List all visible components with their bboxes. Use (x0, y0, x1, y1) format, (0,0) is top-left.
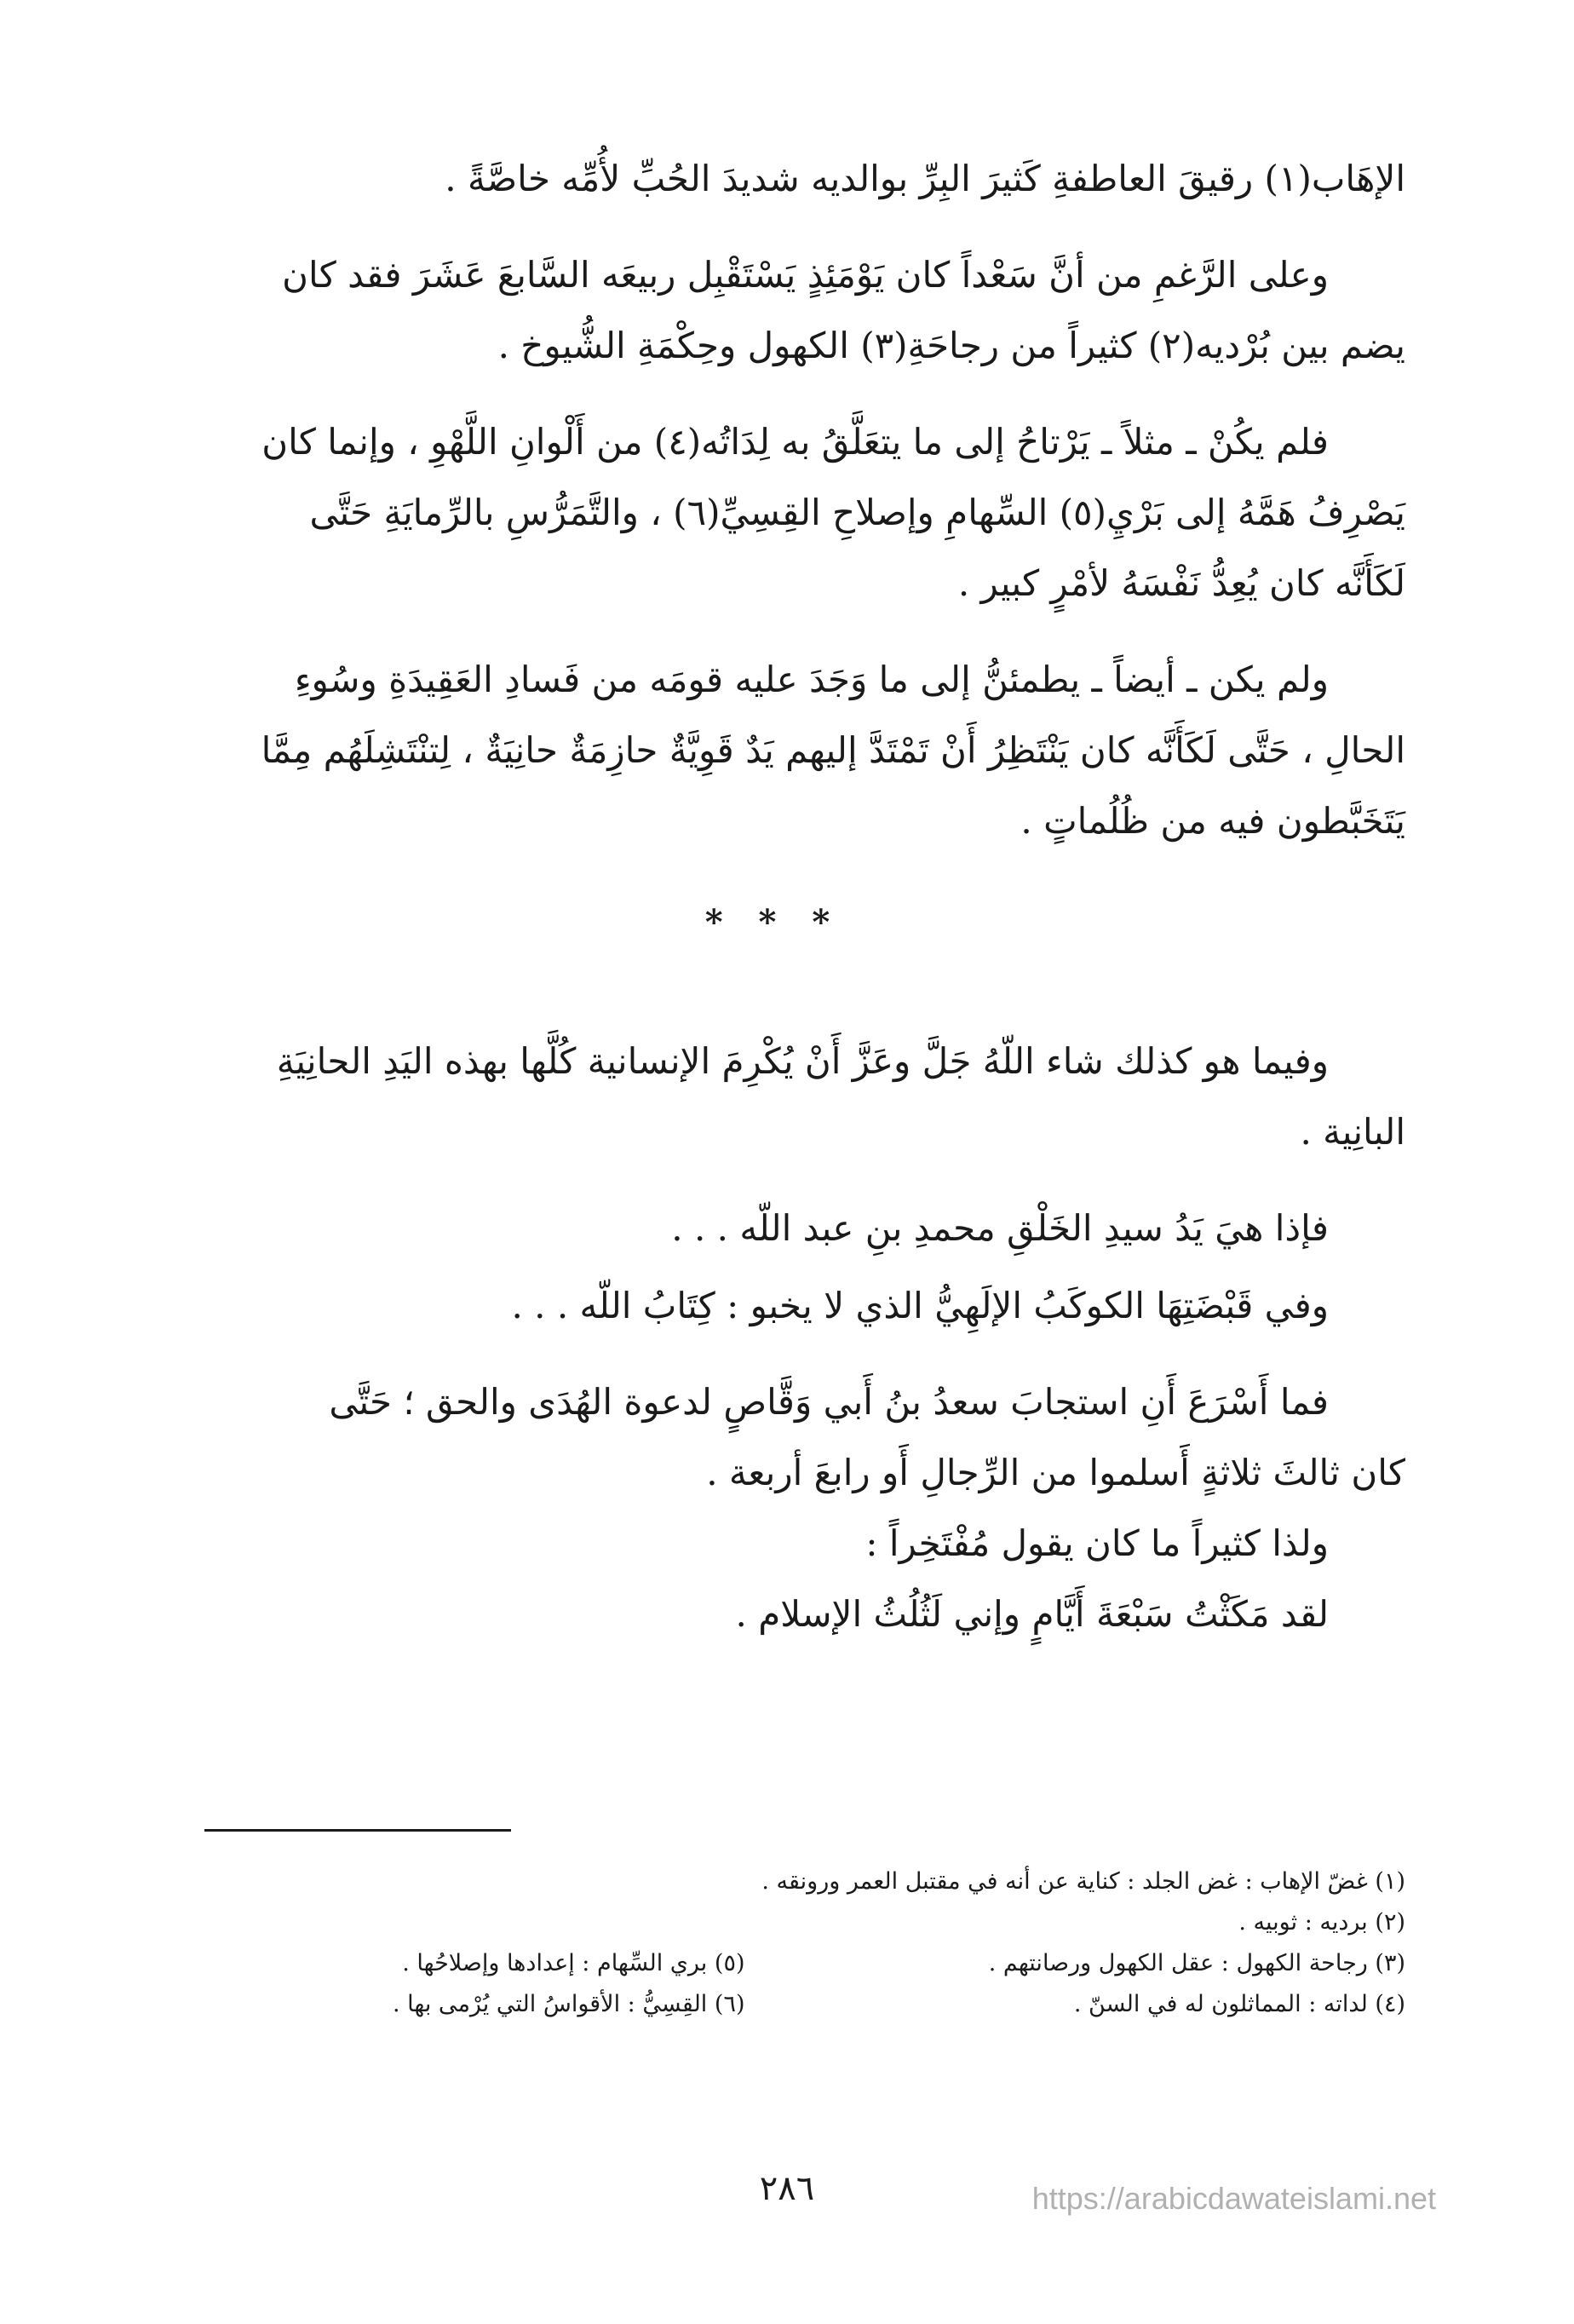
footnote-6: (٦) القِسِيُّ : الأقواسُ التي يُرْمى بها . (393, 1991, 745, 2017)
text-line: يضم بين بُرْديه(٢) كثيراً من رجاحَةِ(٣) الكهول وحِكْمَةِ الشُّيوخ . (497, 325, 1405, 366)
footnote-row (204, 1861, 1405, 1902)
text-line: فلم يكُنْ ـ مثلاً ـ يَرْتاحُ إلى ما يتعَلَّقُ به لِدَاتُه(٤) من أَلْوانِ اللَّهْوِ ، وإنما كان (261, 421, 1329, 463)
paragraph-1 (141, 143, 1405, 214)
verse-block (141, 1193, 1405, 1341)
verse-line: وفي قَبْضَتِهَا الكوكَبُ الإلَهِيُّ الذي لا يخبو : كِتَابُ اللّه . . . (511, 1285, 1329, 1326)
footnote-divider (204, 1829, 511, 1832)
text-line: ولذا كثيراً ما كان يقول مُفْتَخِراً : (865, 1522, 1329, 1564)
text-line: كان ثالثَ ثلاثةٍ أَسلموا من الرِّجالِ أَو رابعَ أربعة . (706, 1452, 1405, 1493)
verse-line: فإذا هيَ يَدُ سيدِ الخَلْقِ محمدِ بنِ عبد اللّه . . . (671, 1207, 1329, 1249)
footnote-row (204, 1943, 1405, 1984)
footnote-4: (٤) لداته : المماثلون له في السنّ . (1073, 1991, 1405, 2017)
footnotes (204, 1861, 1405, 2025)
text-line: يَصْرِفُ هَمَّهُ إلى بَرْيِ(٥) السِّهامِ وإصلاحِ القِسِيِّ(٦) ، والتَّمَرُّسِ بالرِّمايَةِ حَتَّى (309, 492, 1405, 533)
page-number: ٢٨٦ (759, 2169, 815, 2208)
footnote-row (204, 1902, 1405, 1943)
text-line: لقد مَكَثْتُ سَبْعَةَ أَيَّامٍ وإني لَثُلُثُ الإسلام . (735, 1593, 1329, 1635)
text-line: ولم يكن ـ أيضاً ـ يطمئنُّ إلى ما وَجَدَ عليه قومَه من فَسادِ العَقِيدَةِ وسُوءِ (294, 659, 1329, 700)
footnote-2: (٢) برديه : ثوبيه . (1238, 1909, 1405, 1936)
text-line: الإهَاب(١) رقيقَ العاطفةِ كَثيرَ البِرِّ بوالديه شديدَ الحُبِّ لأُمِّه خاصَّةً . (445, 158, 1405, 199)
section-separator: * * * (704, 902, 842, 942)
footnote-1: (١) غضّ الإهاب : غض الجلد : كناية عن أنه في مقتبل العمر ورونقه . (761, 1868, 1405, 1895)
text-line: الحالِ ، حَتَّى لَكَأَنَّه كان يَنْتَظِرُ أَنْ تَمْتَدَّ إليهم يَدٌ قَوِيَّةٌ حازِمَةٌ حانِيَةٌ ، لِتنْتَشِلَهُم مِمَّا (261, 729, 1405, 771)
paragraph-2 (141, 239, 1405, 381)
footnote-3: (٣) رجاحة الكهول : عقل الكهول ورصانتهم . (988, 1950, 1405, 1976)
main-text (141, 143, 1405, 1649)
text-line: البانِية . (1300, 1111, 1405, 1153)
footnote-row (204, 1984, 1405, 2025)
paragraph-6 (141, 1366, 1405, 1649)
text-line: فما أَسْرَعَ أَنِ استجابَ سعدُ بنُ أَبي وَقَّاصٍ لدعوة الهُدَى والحق ؛ حَتَّى (329, 1381, 1329, 1423)
footnote-5: (٥) بري السِّهام : إعدادها وإصلاحُها . (402, 1950, 745, 1976)
paragraph-5 (141, 1026, 1405, 1167)
text-line: وفيما هو كذلك شاء اللّهُ جَلَّ وعَزَّ أَنْ يُكْرِمَ الإنسانية كُلَّها بهذه اليَدِ الحانِيَةِ (276, 1040, 1329, 1082)
text-line: وعلى الرَّغمِ من أنَّ سَعْداً كان يَوْمَئِذٍ يَسْتَقْبِل ربيعَه السَّابعَ عَشَرَ فقد كان (282, 254, 1329, 296)
watermark-url: https://arabicdawateislami.net (1031, 2181, 1436, 2216)
paragraph-3 (141, 406, 1405, 618)
text-line: يَتَخَبَّطون فيه من ظُلُماتٍ . (1020, 800, 1405, 842)
paragraph-4 (141, 644, 1405, 856)
text-line: لَكَأَنَّه كان يُعِدُّ نَفْسَهُ لأمْرٍ كبير . (957, 562, 1405, 604)
